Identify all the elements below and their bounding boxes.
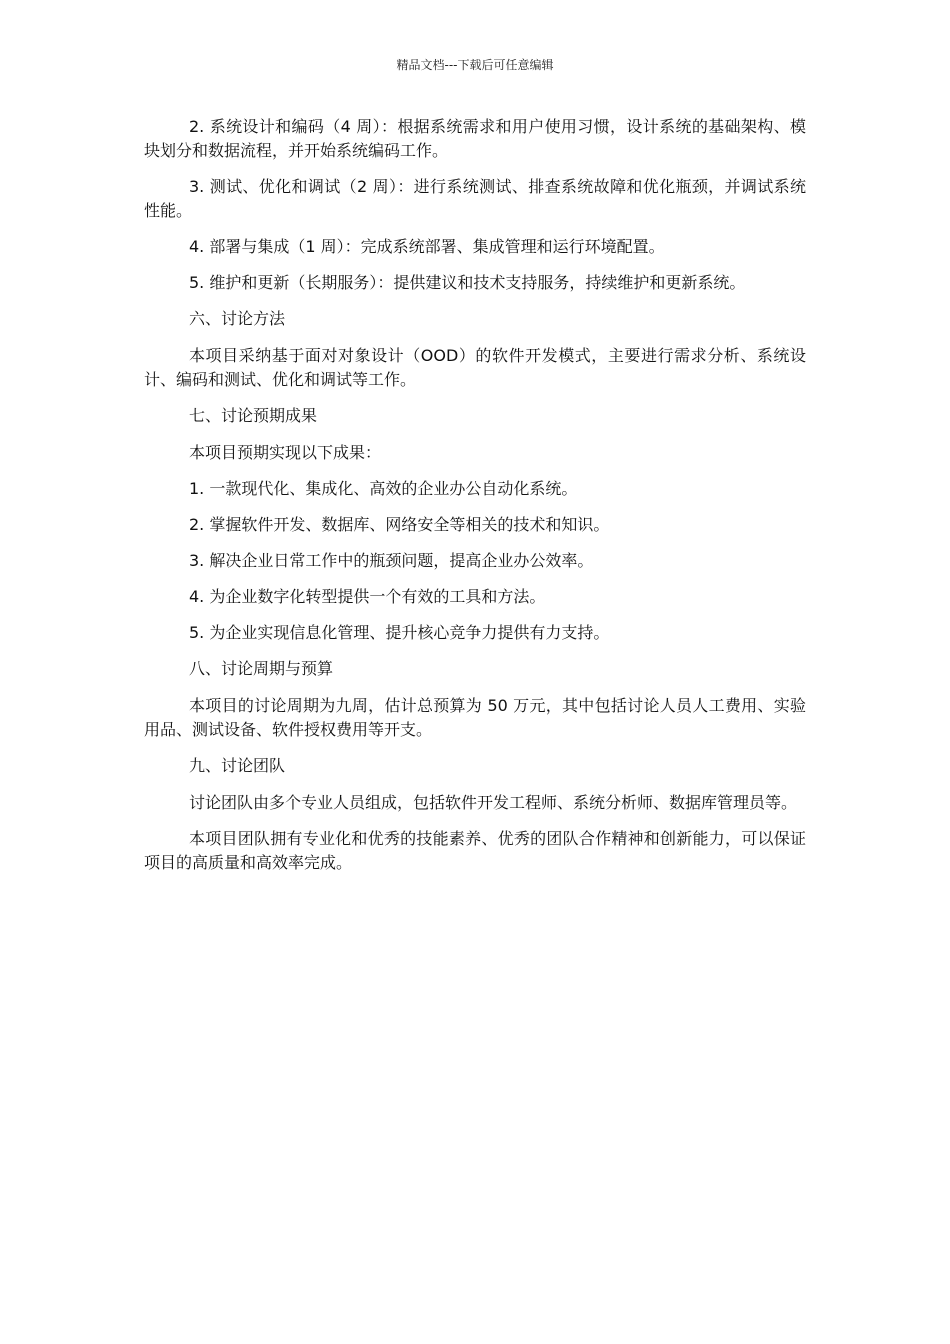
paragraph-schedule-budget: 本项目的讨论周期为九周，估计总预算为 50 万元，其中包括讨论人员人工费用、实验用品、测试设备、软件授权费用等开支。 bbox=[144, 696, 806, 739]
list-item-outcome-2: 2. 掌握软件开发、数据库、网络安全等相关的技术和知识。 bbox=[189, 515, 610, 534]
paragraph-outcomes-intro: 本项目预期实现以下成果： bbox=[189, 443, 382, 462]
paragraph-phase-design: 2. 系统设计和编码（4 周）：根据系统需求和用户使用习惯，设计系统的基础架构、模块划分和数据流程，并开始系统编码工作。 bbox=[144, 117, 806, 160]
section-heading-method: 六、讨论方法 bbox=[189, 309, 286, 328]
paragraph-team-strengths: 本项目团队拥有专业化和优秀的技能素养、优秀的团队合作精神和创新能力，可以保证项目的高质量和高效率完成。 bbox=[144, 829, 806, 872]
page-header: 精品文档---下载后可任意编辑 bbox=[396, 58, 554, 72]
paragraph-phase-testing: 3. 测试、优化和调试（2 周）：进行系统测试、排查系统故障和优化瓶颈，并调试系统性能。 bbox=[144, 177, 806, 220]
list-item-outcome-3: 3. 解决企业日常工作中的瓶颈问题，提高企业办公效率。 bbox=[189, 551, 594, 570]
paragraph-method: 本项目采纳基于面对对象设计（OOD）的软件开发模式，主要进行需求分析、系统设计、编码和测试、优化和调试等工作。 bbox=[144, 346, 806, 389]
list-item-outcome-1: 1. 一款现代化、集成化、高效的企业办公自动化系统。 bbox=[189, 479, 578, 498]
list-item-outcome-4: 4. 为企业数字化转型提供一个有效的工具和方法。 bbox=[189, 587, 546, 606]
paragraph-phase-deployment: 4. 部署与集成（1 周）：完成系统部署、集成管理和运行环境配置。 bbox=[189, 237, 665, 256]
section-heading-schedule-budget: 八、讨论周期与预算 bbox=[189, 659, 334, 678]
document-body bbox=[144, 115, 806, 887]
section-heading-team: 九、讨论团队 bbox=[189, 756, 286, 775]
list-item-outcome-5: 5. 为企业实现信息化管理、提升核心竞争力提供有力支持。 bbox=[189, 623, 610, 642]
section-heading-outcomes: 七、讨论预期成果 bbox=[189, 406, 318, 425]
paragraph-phase-maintenance: 5. 维护和更新（长期服务）：提供建议和技术支持服务，持续维护和更新系统。 bbox=[189, 273, 746, 292]
paragraph-team-members: 讨论团队由多个专业人员组成，包括软件开发工程师、系统分析师、数据库管理员等。 bbox=[189, 793, 798, 812]
